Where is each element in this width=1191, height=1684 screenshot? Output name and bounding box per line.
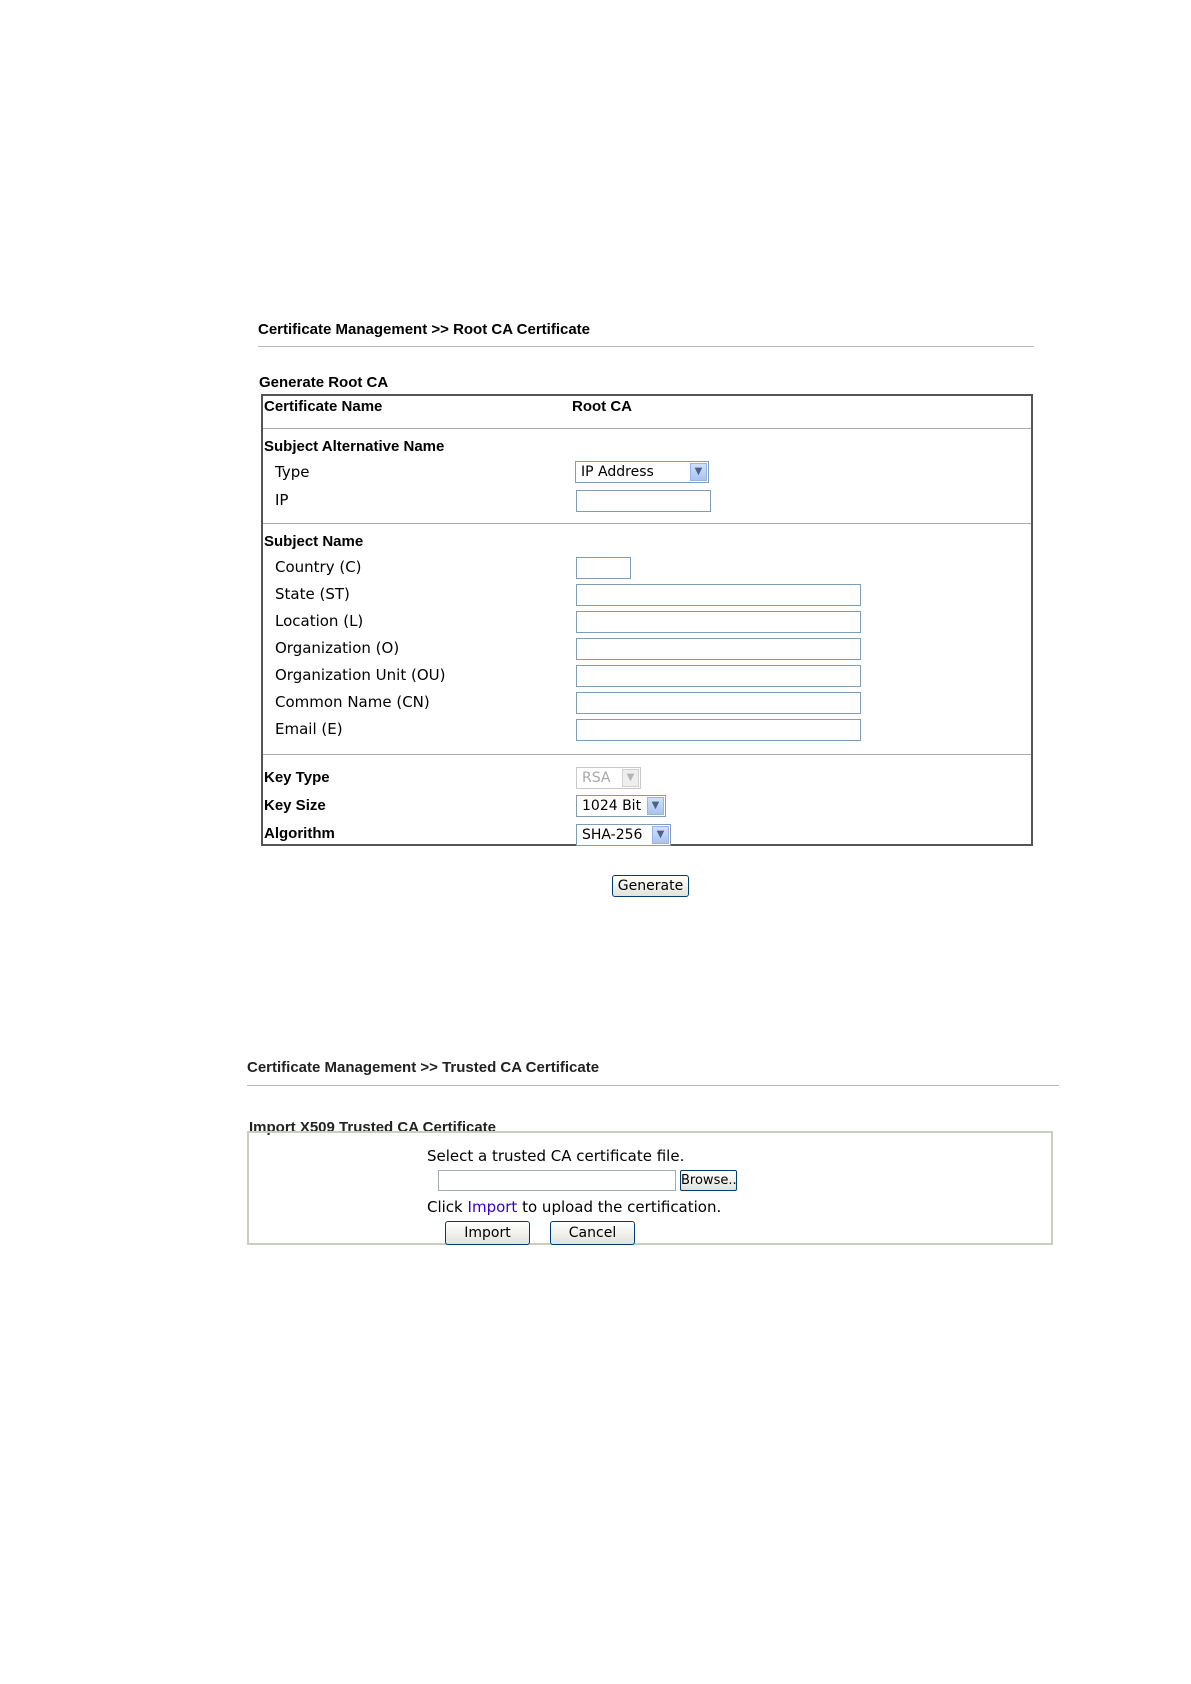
algorithm-label: Algorithm (264, 825, 335, 842)
organization-label: Organization (O) (275, 639, 400, 657)
subject-name-heading: Subject Name (264, 533, 364, 550)
row-divider (263, 523, 1031, 524)
key-type-select-value: RSA (582, 770, 611, 786)
hint-prefix: Click (427, 1198, 463, 1216)
type-select-value: IP Address (581, 464, 654, 480)
certificate-name-label: Certificate Name (264, 398, 383, 415)
file-path-input[interactable] (438, 1170, 676, 1191)
san-heading: Subject Alternative Name (264, 438, 445, 455)
chevron-down-icon: ▼ (690, 463, 707, 481)
common-name-label: Common Name (CN) (275, 693, 430, 711)
section-title-import-x509: Import X509 Trusted CA Certificate (249, 1119, 497, 1136)
hint-suffix: to upload the certification. (522, 1198, 722, 1216)
common-name-input[interactable] (576, 692, 861, 714)
cancel-button[interactable]: Cancel (550, 1221, 635, 1245)
state-label: State (ST) (275, 585, 350, 603)
type-label: Type (275, 463, 310, 481)
key-size-select-value: 1024 Bit (582, 798, 642, 814)
organization-input[interactable] (576, 638, 861, 660)
chevron-down-icon: ▼ (622, 769, 639, 787)
location-label: Location (L) (275, 612, 364, 630)
breadcrumb-root-ca: Certificate Management >> Root CA Certificate (258, 321, 591, 338)
type-select[interactable] (575, 461, 709, 483)
certificate-name-value: Root CA (572, 398, 632, 415)
chevron-down-icon: ▼ (652, 826, 669, 844)
location-input[interactable] (576, 611, 861, 633)
import-hint (427, 1198, 721, 1216)
org-unit-input[interactable] (576, 665, 861, 687)
select-file-text: Select a trusted CA certificate file. (427, 1147, 685, 1165)
row-divider (263, 754, 1031, 755)
breadcrumb-divider (247, 1085, 1059, 1086)
breadcrumb-trusted-ca (247, 1059, 599, 1076)
key-type-select (576, 767, 641, 789)
chevron-down-icon: ▼ (647, 797, 664, 815)
key-size-select[interactable] (576, 795, 666, 817)
ip-label: IP (275, 491, 289, 509)
import-button[interactable]: Import (445, 1221, 530, 1245)
org-unit-label: Organization Unit (OU) (275, 666, 446, 684)
import-link[interactable]: Import (467, 1198, 518, 1216)
browse-button[interactable]: Browse.. (680, 1170, 737, 1191)
state-input[interactable] (576, 584, 861, 606)
country-input[interactable] (576, 557, 631, 579)
ip-input[interactable] (576, 490, 711, 512)
country-label: Country (C) (275, 558, 362, 576)
email-input[interactable] (576, 719, 861, 741)
row-divider (263, 428, 1031, 429)
key-type-label: Key Type (264, 769, 330, 786)
key-size-label: Key Size (264, 797, 326, 814)
breadcrumb-trusted-ca-text: Certificate Management >> Trusted CA Certificate (247, 1059, 600, 1076)
algorithm-select[interactable] (576, 824, 671, 846)
breadcrumb-divider (258, 346, 1034, 347)
generate-button[interactable]: Generate (612, 875, 689, 897)
section-title-generate-root-ca: Generate Root CA (259, 374, 389, 391)
email-label: Email (E) (275, 720, 343, 738)
algorithm-select-value: SHA-256 (582, 827, 643, 843)
